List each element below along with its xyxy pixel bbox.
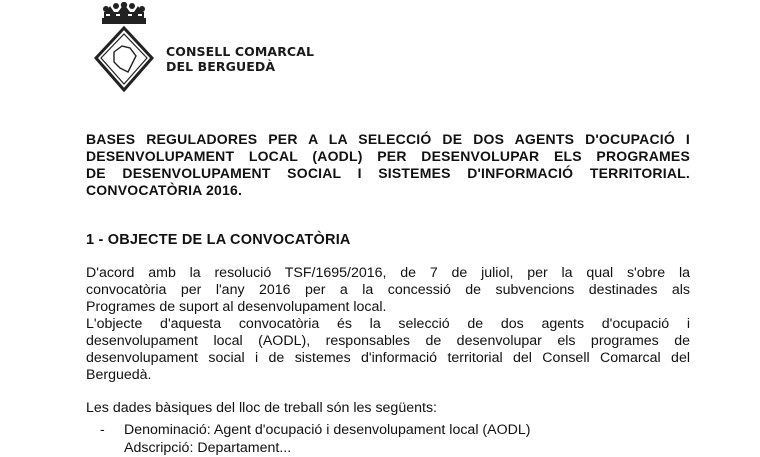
text-line: convocatòria per l'any 2016 per a la concessió de subvencions destinades als bbox=[86, 282, 690, 298]
text-line: Berguedà. bbox=[86, 367, 152, 383]
list-item bbox=[124, 440, 291, 457]
list-item-text: Denominació: Agent d'ocupació i desenvolupament local (AODL) bbox=[124, 422, 531, 438]
title-line: DE DESENVOLUPAMENT SOCIAL I SISTEMES D'INFORMACIÓ TERRITORIAL. bbox=[86, 165, 690, 181]
document-title bbox=[86, 131, 690, 199]
text-line: desenvolupament local (AODL), responsables de desenvolupar els programes de bbox=[86, 333, 690, 349]
paragraph-objective bbox=[86, 316, 690, 384]
list-item-text: Adscripció: Departament... bbox=[124, 440, 292, 456]
org-line-2: DEL BERGUEDÀ bbox=[166, 59, 276, 74]
coat-of-arms-icon bbox=[92, 2, 156, 92]
text-line: Les dades bàsiques del lloc de treball són les següents: bbox=[86, 400, 437, 416]
section-heading: 1 - OBJECTE DE LA CONVOCATÒRIA bbox=[86, 232, 351, 248]
text-line: L'objecte d'aquesta convocatòria és la selecció de dos agents d'ocupació i bbox=[86, 316, 690, 332]
org-line-1: CONSELL COMARCAL bbox=[166, 44, 315, 59]
text-line: desenvolupament social i de sistemes d'informació territorial del Consell Comarcal del bbox=[86, 350, 690, 366]
title-line: DESENVOLUPAMENT LOCAL (AODL) PER DESENVOLUPAR ELS PROGRAMES bbox=[86, 148, 690, 164]
list-item bbox=[100, 422, 531, 439]
title-line: CONVOCATÒRIA 2016. bbox=[86, 182, 243, 198]
organization-name bbox=[166, 44, 314, 74]
paragraph-basic-data bbox=[86, 400, 586, 417]
text-line: D'acord amb la resolució TSF/1695/2016, de 7 de juliol, per la qual s'obre la bbox=[86, 265, 690, 281]
list-dash: - bbox=[100, 422, 105, 438]
title-line: BASES REGULADORES PER A LA SELECCIÓ DE DOS AGENTS D'OCUPACIÓ I bbox=[86, 131, 690, 147]
paragraph-resolution bbox=[86, 265, 690, 316]
text-line: Programes de suport al desenvolupament local. bbox=[86, 299, 387, 315]
